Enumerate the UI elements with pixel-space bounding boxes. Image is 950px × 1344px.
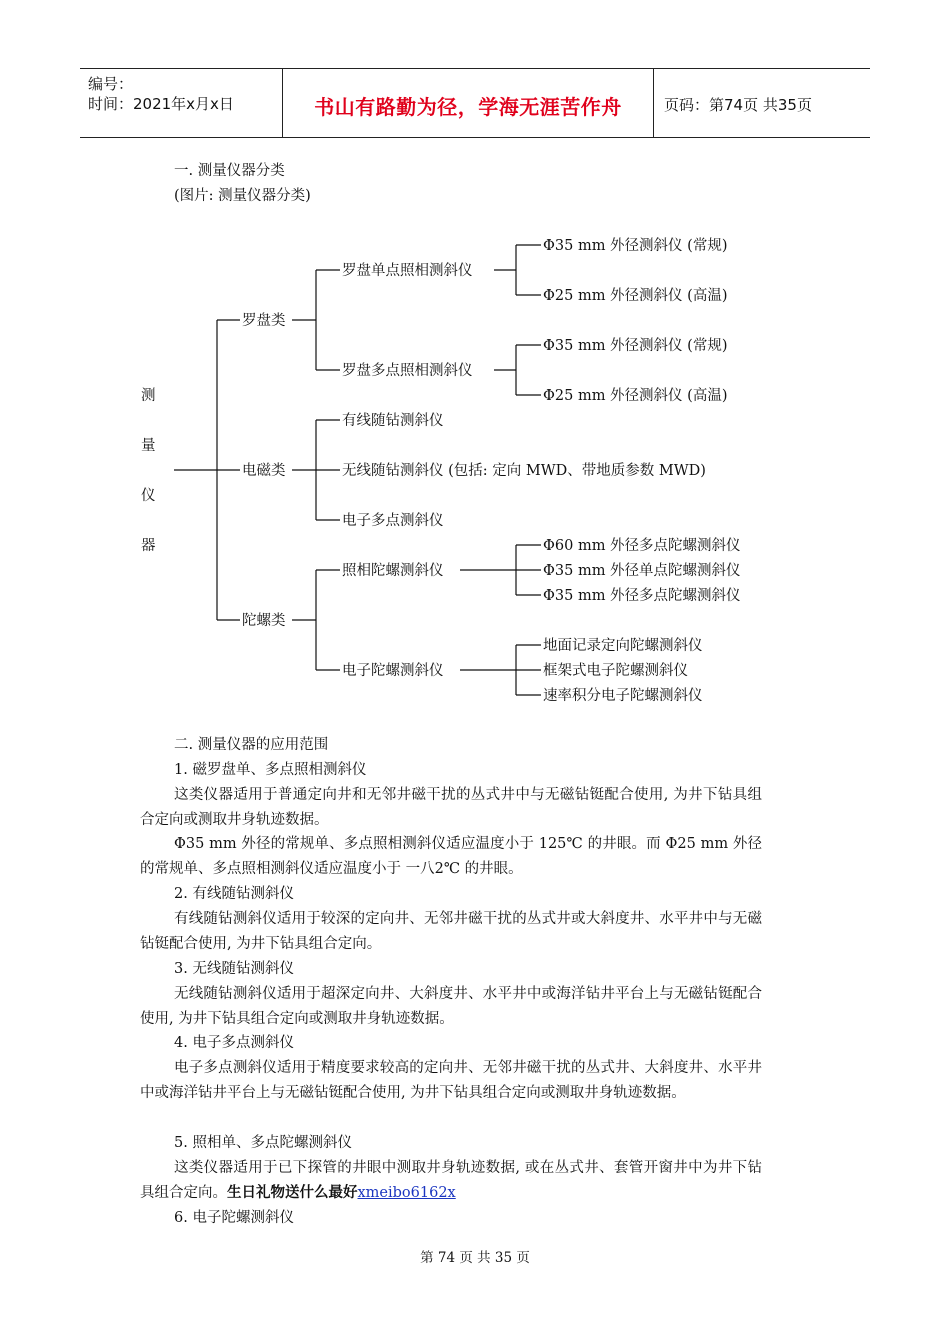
tree-level2-node: 罗盘单点照相测斜仪: [342, 263, 473, 279]
tree-level1-node: 电磁类: [242, 463, 286, 479]
tree-level3-node: Φ35 mm 外径单点陀螺测斜仪: [543, 563, 741, 579]
subsection-heading: 1. 磁罗盘单、多点照相测斜仪: [174, 762, 367, 778]
body-paragraph: 电子多点测斜仪适用于精度要求较高的定向井、无邻井磁干扰的丛式井、大斜度井、水平井中或海洋钻井平台上与无磁钻铤配合使用, 为井下钻具组合定向或测取井身轨迹数据。: [140, 1060, 762, 1101]
section1-caption: (图片: 测量仪器分类): [174, 188, 311, 204]
tree-level2-node: 电子多点测斜仪: [342, 513, 444, 529]
tree-level3-node: Φ25 mm 外径测斜仪 (高温): [543, 388, 728, 404]
subsection-heading: 6. 电子陀螺测斜仪: [174, 1210, 294, 1226]
document-time-label: 时间：2021年x月x日: [88, 95, 234, 113]
header-motto: 书山有路勤为径，学海无涯苦作舟: [314, 95, 622, 119]
tree-level2-node: 电子陀螺测斜仪: [342, 663, 444, 679]
subsection-heading: 2. 有线随钻测斜仪: [174, 886, 294, 902]
tree-level1-node: 陀螺类: [242, 613, 286, 629]
tree-level3-node: 速率积分电子陀螺测斜仪: [543, 688, 703, 704]
subsection-heading: 3. 无线随钻测斜仪: [174, 961, 294, 977]
tree-level3-node: Φ35 mm 外径多点陀螺测斜仪: [543, 588, 741, 604]
subsection-heading: 5. 照相单、多点陀螺测斜仪: [174, 1135, 352, 1151]
tree-level2-node: 无线随钻测斜仪 (包括: 定向 MWD、带地质参数 MWD): [342, 463, 706, 479]
page-footer: 第 74 页 共 35 页: [420, 1250, 530, 1266]
tree-root-char: 器: [141, 538, 156, 554]
document-number-label: 编号：: [88, 75, 134, 93]
body-paragraph: Φ35 mm 外径的常规单、多点照相测斜仪适应温度小于 125℃ 的井眼。而 Φ25 mm 外径的常规单、多点照相测斜仪适应温度小于 一八2℃ 的井眼。: [140, 836, 762, 877]
tree-level3-node: 地面记录定向陀螺测斜仪: [543, 638, 703, 654]
body-paragraph: 无线随钻测斜仪适用于超深定向井、大斜度井、水平井中或海洋钻井平台上与无磁钻铤配合使用, 为井下钻具组合定向或测取井身轨迹数据。: [140, 986, 762, 1027]
tree-level3-node: Φ35 mm 外径测斜仪 (常规): [543, 238, 728, 254]
tree-level2-node: 照相陀螺测斜仪: [342, 563, 444, 579]
section1-title: 一. 测量仪器分类: [174, 163, 285, 179]
paragraph-text: 这类仪器适用于已下探管的井眼中测取井身轨迹数据, 或在丛式井、套管开窗井中为井下钻具组合定向。: [140, 1160, 762, 1201]
tree-level3-node: Φ25 mm 外径测斜仪 (高温): [543, 288, 728, 304]
header-page-number: 页码：第74页 共35页: [664, 96, 812, 114]
tree-level3-node: Φ35 mm 外径测斜仪 (常规): [543, 338, 728, 354]
tree-level3-node: 框架式电子陀螺测斜仪: [543, 663, 688, 679]
tree-root-char: 量: [141, 438, 156, 454]
subsection-heading: 4. 电子多点测斜仪: [174, 1035, 294, 1051]
ad-link[interactable]: xmeibo6162x: [357, 1185, 456, 1201]
tree-level1-node: 罗盘类: [242, 313, 286, 329]
section2-title: 二. 测量仪器的应用范围: [174, 737, 329, 753]
tree-level3-node: Φ60 mm 外径多点陀螺测斜仪: [543, 538, 741, 554]
body-paragraph: [140, 1156, 762, 1206]
tree-level2-node: 有线随钻测斜仪: [342, 413, 444, 429]
body-paragraph: 这类仪器适用于普通定向井和无邻井磁干扰的丛式井中与无磁钻铤配合使用, 为井下钻具组合定向或测取井身轨迹数据。: [140, 787, 762, 828]
ad-text: 生日礼物送什么最好: [227, 1185, 358, 1201]
body-paragraph: 有线随钻测斜仪适用于较深的定向井、无邻井磁干扰的丛式井或大斜度井、水平井中与无磁钻铤配合使用, 为井下钻具组合定向。: [140, 911, 762, 952]
tree-root-char: 仪: [141, 488, 156, 504]
tree-root-char: 测: [141, 388, 156, 404]
tree-level2-node: 罗盘多点照相测斜仪: [342, 363, 473, 379]
